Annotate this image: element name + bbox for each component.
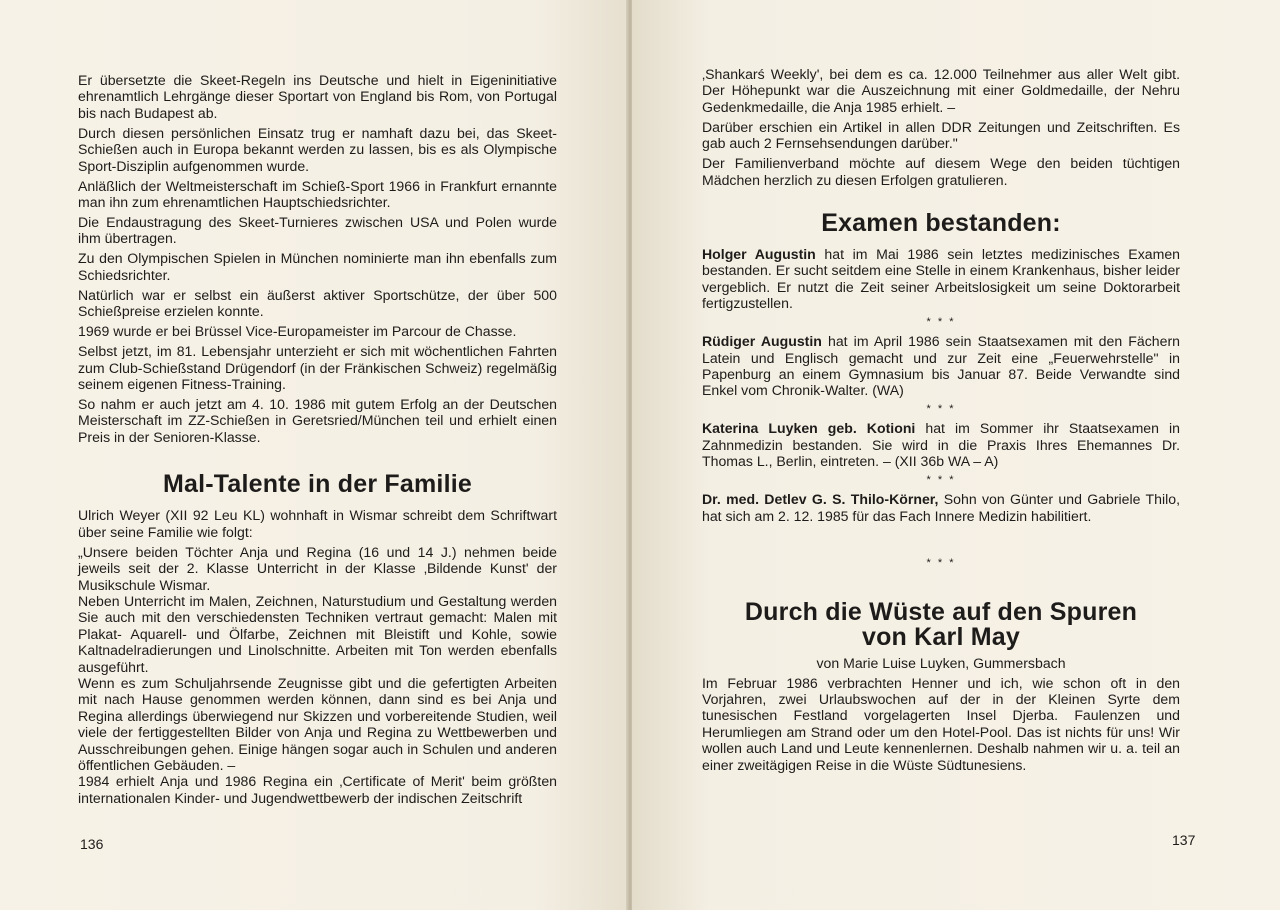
exam-entry xyxy=(702,333,1180,399)
paragraph: Darüber erschien ein Artikel in allen DDR Zeitungen und Zeitschriften. Es gab auch 2 Fernsehsendungen darüber." xyxy=(702,118,1180,152)
entry-text: Sohn von Günter und Gabriele Thilo, hat sich am 2. 12. 1985 für das Fach Innere Medizin habilitiert. xyxy=(702,491,1181,524)
separator: * * * xyxy=(926,474,956,487)
right-page xyxy=(632,0,1280,910)
paragraph: ‚Shankarś Weekly', bei dem es ca. 12.000 Teilnehmer aus aller Welt gibt. Der Höhepunkt war die Auszeichnung mit einer Goldmedaille, der Nehru Gedenkmedaille, die Anja 1985 erhielt. – xyxy=(702,66,1180,115)
person-name: Katerina Luyken geb. Kotioni xyxy=(702,420,916,437)
paragraph: Anläßlich der Weltmeisterschaft im Schieß-Sport 1966 in Frankfurt ernannte man ihn zum ehrenamtlichen Hauptschiedsrichter. xyxy=(78,177,557,211)
person-name: Holger Augustin xyxy=(702,246,816,263)
page-number: 137 xyxy=(1172,832,1196,848)
paragraph: 1984 erhielt Anja und 1986 Regina ein ‚Certificate of Merit' beim größten internationalen Kinder- und Jugendwettbewerb der indischen Zeitschrift xyxy=(78,773,557,806)
separator: * * * xyxy=(926,316,956,329)
left-page xyxy=(0,0,628,910)
travel-heading-line: Durch die Wüste auf den Spuren xyxy=(744,598,1138,627)
person-name: Rüdiger Augustin xyxy=(702,333,822,350)
right-column xyxy=(702,66,1180,777)
exam-entry xyxy=(702,420,1180,469)
paragraph: „Unsere beiden Töchter Anja und Regina (16 und 14 J.) nehmen beide jeweils seit der 2. Klasse Unterricht in der Klasse ‚Bildende Kunst' der Musikschule Wismar. xyxy=(78,543,557,593)
paragraph: So nahm er auch jetzt am 4. 10. 1986 mit gutem Erfolg an der Deutschen Meisterschaft im ZZ-Schießen in Geretsried/München teil und erhielt einen Preis in der Senioren-Klasse. xyxy=(78,396,557,445)
paragraph: Die Endaustragung des Skeet-Turnieres zwischen USA und Polen wurde ihm übertragen. xyxy=(78,214,557,247)
paragraph: Er übersetzte die Skeet-Regeln ins Deutsche und hielt in Eigeninitiative ehrenamtlich Lehrgänge dieser Sportart von England bis Rom, von Portugal bis nach Budapest ab. xyxy=(78,72,557,121)
paragraph: Wenn es zum Schuljahrsende Zeugnisse gibt und die gefertigten Arbeiten mit nach Hause genommen werden können, dann sind es bei Anja und Regina allerdings überwiegend nur Skizzen und vorbereitende Studien, weil viele der fertiggestellten Bilder von Anja und Regina zu Wettbewerben und Ausschreibungen gehen. Einige hängen sogar auch in Schulen und anderen öffentlichen Gebäuden. – xyxy=(78,674,557,773)
paragraph: Natürlich war er selbst ein äußerst aktiver Sportschütze, der über 500 Schießpreise erzielen konnte. xyxy=(78,286,557,320)
exam-heading: Examen bestanden: xyxy=(821,209,1061,238)
separator: * * * xyxy=(926,557,956,570)
paragraph: Durch diesen persönlichen Einsatz trug er namhaft dazu bei, das Skeet-Schießen auch in Europa bekannt werden zu lassen, bis es als Olympische Sport-Disziplin aufgenommen wurde. xyxy=(78,124,557,174)
paragraph: Zu den Olympischen Spielen in München nominierte man ihn ebenfalls zum Schiedsrichter. xyxy=(78,250,557,283)
travel-heading xyxy=(702,600,1180,650)
paragraph: 1969 wurde er bei Brüssel Vice-Europameister im Parcour de Chasse. xyxy=(78,323,517,340)
person-name: Dr. med. Detlev G. S. Thilo-Körner, xyxy=(702,491,939,508)
travel-heading-line: von Karl May xyxy=(861,623,1020,652)
page-number: 136 xyxy=(80,836,104,852)
paragraph: Im Februar 1986 verbrachten Henner und ich, wie schon oft in den Vorjahren, zwei Urlaubswochen auf der in der Kleinen Syrte dem tunesischen Festland vorgelagerten Insel Djerba. Faulenzen und Herumliegen am Strand oder um den Hotel-Pool. Das ist nichts für uns! Wir wollen auch Land und Leute kennenlernen. Deshalb nahmen wir u. a. teil an einer zweitägigen Reise in die Wüste Südtunesiens. xyxy=(702,674,1180,773)
separator: * * * xyxy=(926,403,956,416)
left-column xyxy=(78,72,557,810)
paragraph: Ulrich Weyer (XII 92 Leu KL) wohnhaft in Wismar schreibt dem Schriftwart über seine Familie wie folgt: xyxy=(78,507,557,540)
paragraph: Der Familienverband möchte auf diesem Wege den beiden tüchtigen Mädchen herzlich zu diesen Erfolgen gratulieren. xyxy=(702,155,1180,188)
paragraph: Selbst jetzt, im 81. Lebensjahr unterzieht er sich mit wöchentlichen Fahrten zum Club-Schießstand Drügendorf (in der Fränkischen Schweiz) regelmäßig seinem eigenen Fitness-Training. xyxy=(78,343,557,393)
entry-text: hat im Sommer ihr Staatsexamen in Zahnmedizin bestanden. Sie wird in die Praxis Ihres Ehemannes Dr. Thomas L., Berlin, eintreten. – (XII 36b WA – A) xyxy=(702,420,1180,470)
exam-entry xyxy=(702,246,1180,312)
exam-entry xyxy=(702,491,1180,524)
section-heading: Mal-Talente in der Familie xyxy=(163,470,472,499)
paragraph: Neben Unterricht im Malen, Zeichnen, Naturstudium und Gestaltung werden Sie auch mit den verschiedensten Techniken vertraut gemacht: Malen mit Plakat- Aquarell- und Ölfarbe, Zeichnen mit Bleistift und Kohle, sowie Kaltnadelradierungen und Linolschnitte. Arbeiten mit Ton werden ebenfalls ausgeführt. xyxy=(78,592,557,675)
byline: von Marie Luise Luyken, Gummersbach xyxy=(816,655,1066,672)
entry-text: hat im April 1986 sein Staatsexamen mit den Fächern Latein und Englisch gemacht und zur Zeit eine „Feuerwehrstelle" in Papenburg an einem Gymnasium bis Januar 87. Beide Verwandte sind Enkel vom Chronik-Walter. (WA) xyxy=(702,333,1180,399)
entry-text: hat im Mai 1986 sein letztes medizinisches Examen bestanden. Er sucht seitdem eine Stelle in einem Krankenhaus, bisher leider vergeblich. Er nutzt die Zeit seiner Arbeitslosigkeit um seine Doktorarbeit fertigzustellen. xyxy=(702,246,1181,312)
